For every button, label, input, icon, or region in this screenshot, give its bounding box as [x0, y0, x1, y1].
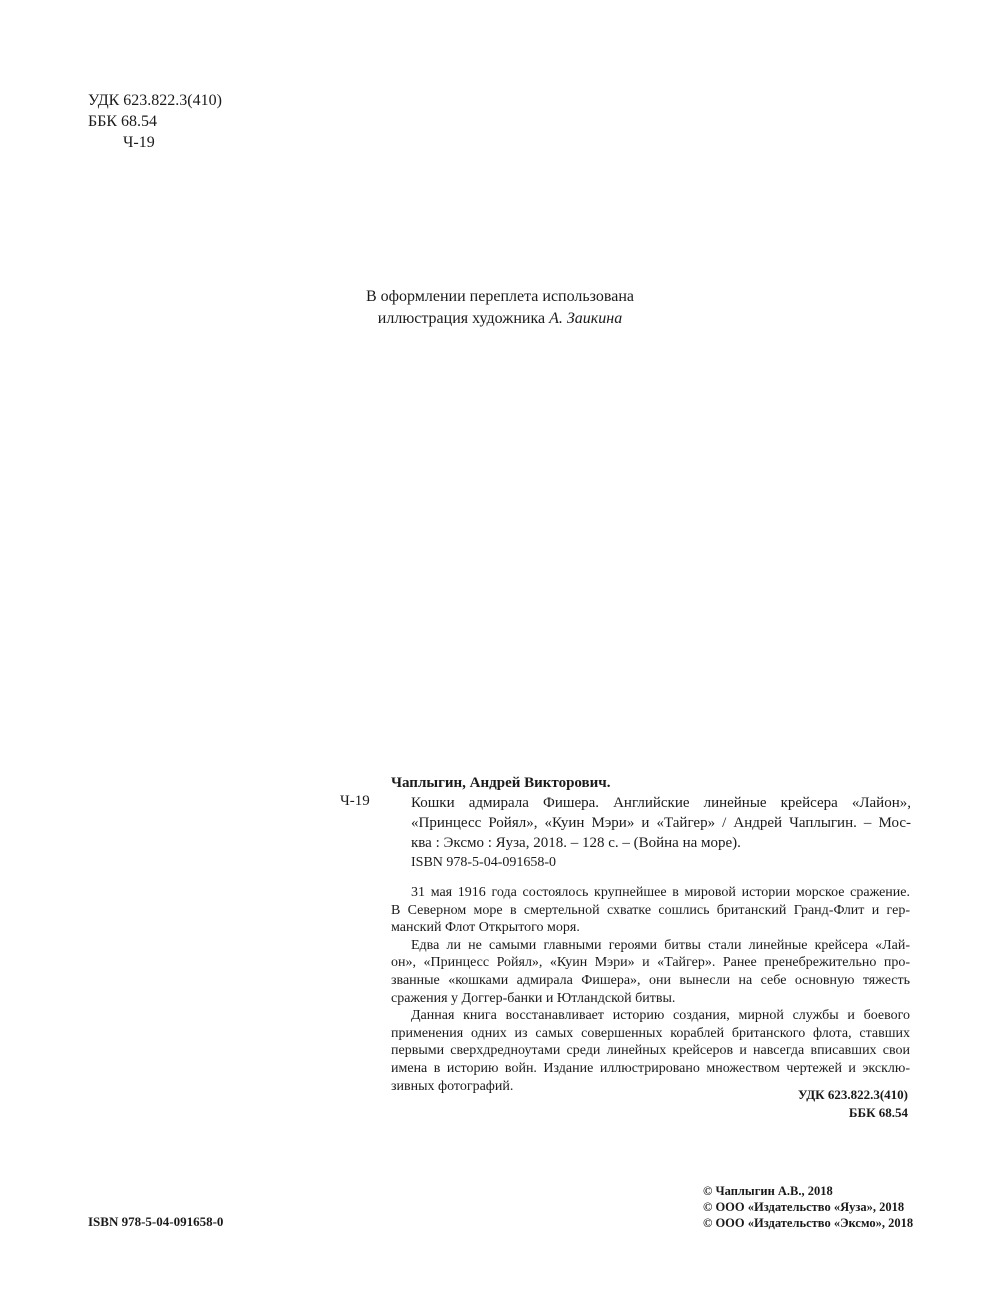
copyright-author: © Чаплыгин А.В., 2018	[703, 1184, 833, 1198]
catalog-description-line: Кошки адмирала Фишера. Английские линейные крейсера «Лайон»,	[411, 795, 911, 811]
udk-code-bottom: УДК 623.822.3(410)	[797, 1087, 908, 1102]
bbk-code: ББК 68.54	[88, 113, 158, 130]
catalog-author: Чаплыгин, Андрей Викторович.	[391, 775, 611, 791]
catalog-author-mark: Ч-19	[340, 793, 370, 809]
annotation-line: манский Флот Открытого моря.	[391, 920, 580, 936]
annotation-line: Данная книга восстанавливает историю создания, мирной службы и боевого	[411, 1008, 910, 1024]
annotation-line: В Северном море в смертельной схватке сошлись британский Гранд-Флит и гер-	[391, 902, 910, 918]
udk-code: УДК 623.822.3(410)	[88, 92, 222, 109]
catalog-description-line: ква : Эксмо : Яуза, 2018. – 128 с. – (Война на море).	[411, 835, 741, 851]
copyright-block	[703, 1183, 913, 1231]
annotation	[391, 884, 910, 1095]
annotation-line: сражения у Доггер-банки и Ютландской битвы.	[391, 990, 676, 1006]
annotation-line: зивных фотографий.	[391, 1078, 514, 1094]
cover-credit-line-2	[300, 308, 700, 330]
annotation-line: имена в историю войн. Издание иллюстрировано множеством чертежей и эксклю-	[391, 1060, 910, 1076]
catalog-isbn: ISBN 978-5-04-091658-0	[411, 855, 557, 870]
annotation-line: 31 мая 1916 года состоялось крупнейшее в мировой истории морское сражение.	[411, 885, 910, 900]
bbk-code-bottom: ББК 68.54	[848, 1105, 908, 1120]
isbn-bottom: ISBN 978-5-04-091658-0	[88, 1214, 224, 1229]
annotation-line: Едва ли не самыми главными героями битвы стали линейные крейсера «Лай-	[411, 937, 910, 953]
annotation-line: первыми сверхдредноутами среди линейных крейсеров и навсегда вписавших свои	[391, 1043, 910, 1059]
catalog-description	[411, 793, 911, 853]
cover-credit	[300, 286, 700, 330]
copyright-eksmo: © ООО «Издательство «Эксмо», 2018	[703, 1216, 914, 1230]
copyright-yauza: © ООО «Издательство «Яуза», 2018	[703, 1200, 905, 1214]
annotation-line: званные «кошками адмирала Фишера», они вынесли на себе основную тяжесть	[391, 972, 910, 988]
classification-bottom	[760, 1086, 908, 1122]
annotation-line: применения одних из самых совершенных кораблей британского флота, ставших	[391, 1025, 910, 1041]
cover-credit-text: иллюстрация художника	[377, 310, 550, 327]
catalog-description-line: «Принцесс Ройял», «Куин Мэри» и «Тайгер» / Андрей Чаплыгин. – Мос-	[411, 815, 911, 831]
annotation-line: он», «Принцесс Ройял», «Куин Мэри» и «Тайгер». Ранее пренебрежительно про-	[391, 955, 910, 971]
artist-name: А. Заикина	[549, 310, 623, 327]
author-mark: Ч-19	[123, 134, 155, 151]
cover-credit-line-1: В оформлении переплета использована	[365, 288, 635, 305]
classification-top	[88, 90, 222, 153]
